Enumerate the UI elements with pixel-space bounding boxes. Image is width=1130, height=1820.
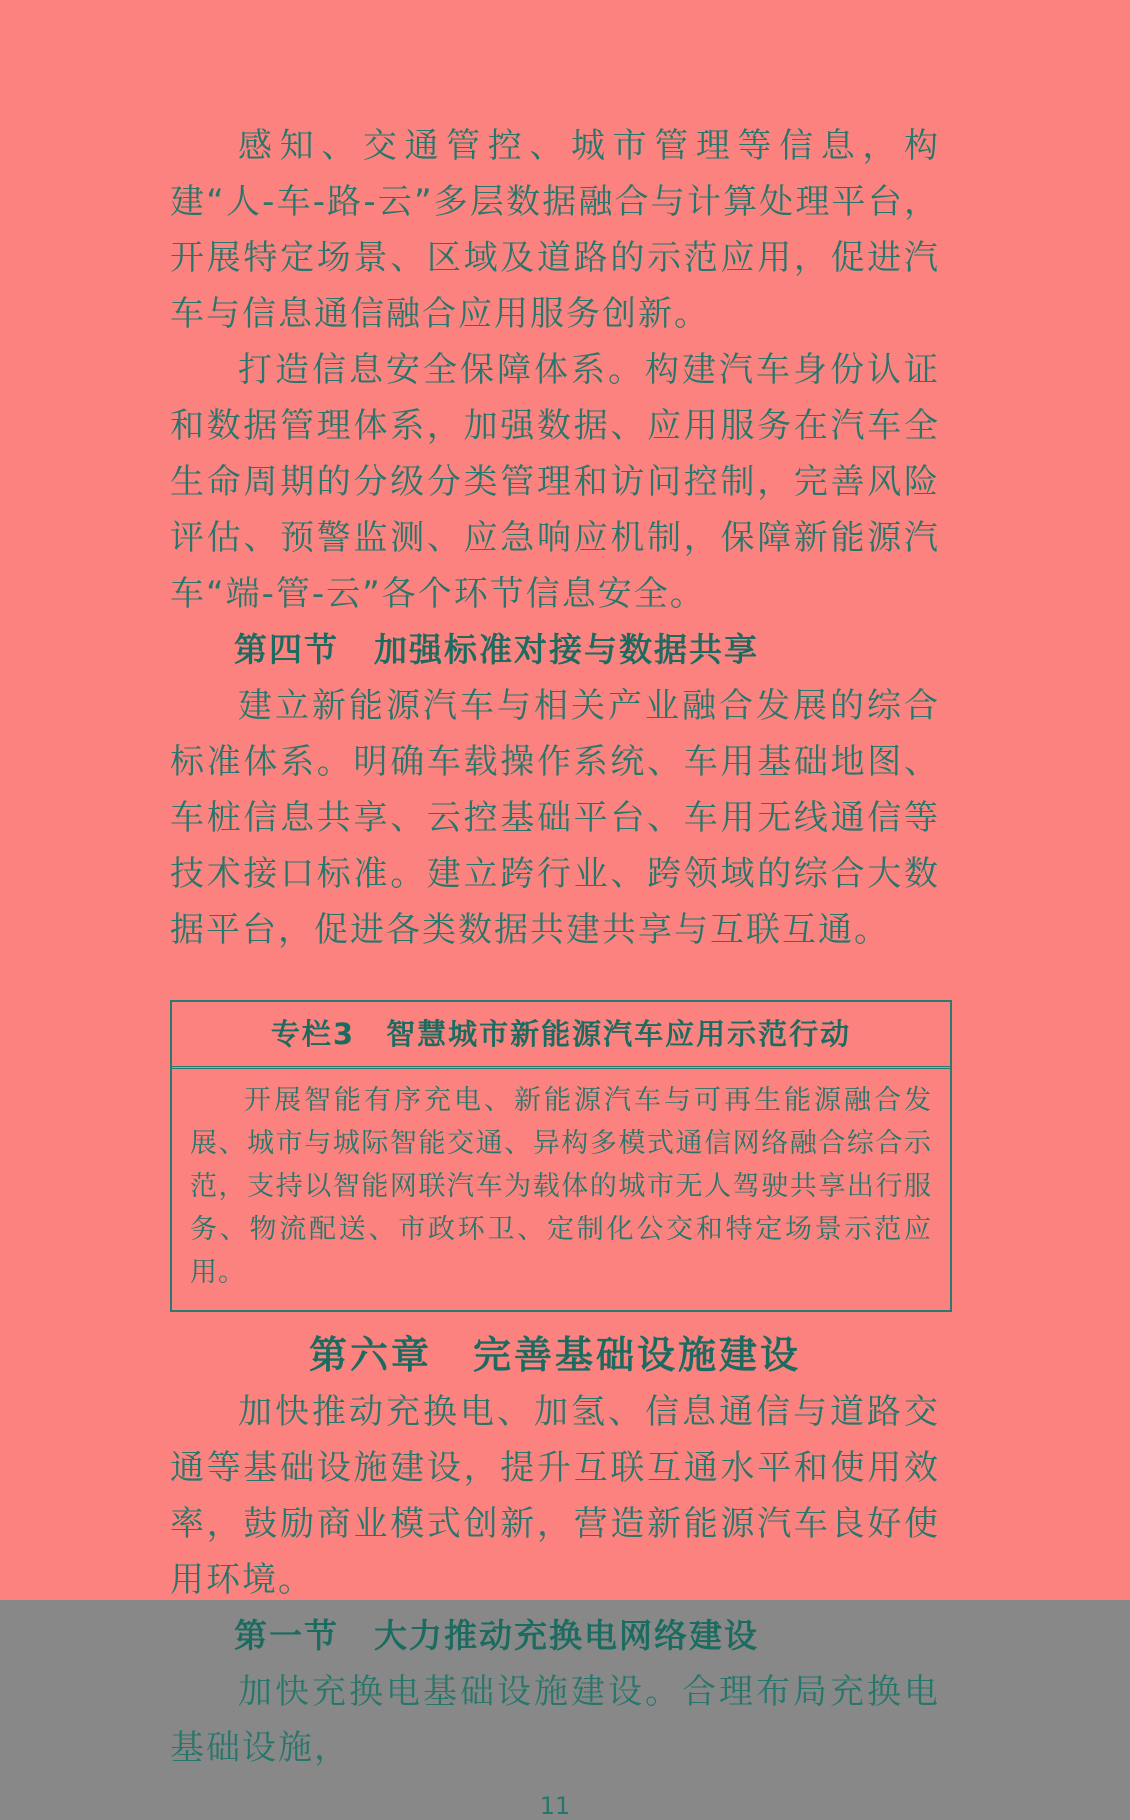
callout-box-title: 专栏3 智慧城市新能源汽车应用示范行动	[172, 1002, 950, 1069]
page-number: 11	[539, 1792, 571, 1820]
callout-box-body: 开展智能有序充电、新能源汽车与可再生能源融合发展、城市与城际智能交通、异构多模式通信网络融合综合示范，支持以智能网联汽车为载体的城市无人驾驶共享出行服务、物流配送、市政环卫、定制化公交和特定场景示范应用。	[190, 1085, 932, 1288]
callout-box	[170, 1000, 952, 1312]
section-heading-1: 第一节 大力推动充换电网络建设	[234, 1616, 759, 1655]
paragraph-infrastructure: 加快推动充换电、加氢、信息通信与道路交通等基础设施建设，提升互联互通水平和使用效率，鼓励商业模式创新，营造新能源汽车良好使用环境。	[170, 1392, 940, 1600]
paragraph-standards: 建立新能源汽车与相关产业融合发展的综合标准体系。明确车载操作系统、车用基础地图、车桩信息共享、云控基础平台、车用无线通信等技术接口标准。建立跨行业、跨领域的综合大数据平台，促进各类数据共建共享与互联互通。	[170, 686, 940, 950]
chapter-heading-6: 第六章 完善基础设施建设	[308, 1333, 801, 1377]
document-content	[170, 118, 940, 1820]
section-heading-4: 第四节 加强标准对接与数据共享	[234, 630, 759, 669]
paragraph-info-security: 打造信息安全保障体系。构建汽车身份认证和数据管理体系，加强数据、应用服务在汽车全生命周期的分级分类管理和访问控制，完善风险评估、预警监测、应急响应机制，保障新能源汽车“端-管-云”各个环节信息安全。	[170, 350, 940, 614]
paragraph-charging: 加快充换电基础设施建设。合理布局充换电基础设施，	[170, 1672, 940, 1768]
paragraph-smart-info: 感知、交通管控、城市管理等信息，构建“人-车-路-云”多层数据融合与计算处理平台，开展特定场景、区域及道路的示范应用，促进汽车与信息通信融合应用服务创新。	[170, 126, 940, 334]
